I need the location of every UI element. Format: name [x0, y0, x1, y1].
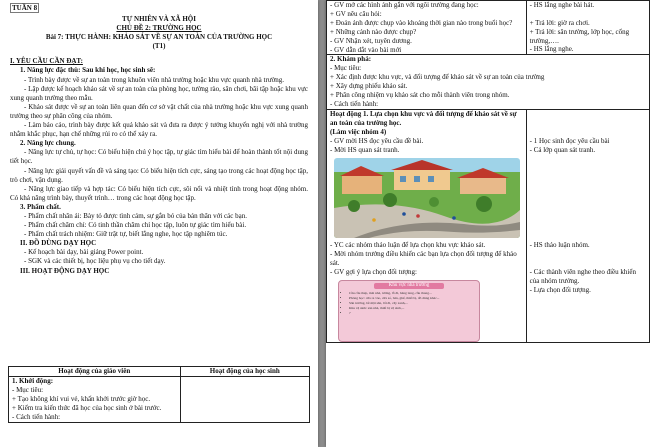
cell-line: - 1 Học sinh đọc yêu cầu bài — [529, 136, 610, 145]
activities-table — [8, 366, 310, 423]
cell-line: - Lựa chọn đối tượng. — [529, 285, 591, 294]
week-label: TUẦN 8 — [12, 4, 38, 12]
table-cell — [180, 377, 309, 423]
cell-line: - GV dẫn dắt vào bài mới — [330, 45, 402, 54]
document-page-left — [0, 0, 318, 447]
cell-line: - Cách tiến hành: — [12, 413, 61, 421]
section-activities: III. HOẠT ĐỘNG DẠY HỌC — [20, 266, 110, 275]
table-row — [9, 377, 310, 423]
suggestion-callout — [338, 280, 480, 342]
paragraph: - Trình bày được về sự an toàn trong khuôn viên nhà trường hoặc khu vực quanh nhà trường. — [24, 75, 285, 84]
table-cell — [526, 109, 649, 342]
cell-line: - GV mở các hình ảnh gắn với ngôi trường đang học: — [330, 1, 479, 9]
topic-title: CHỦ ĐỀ 2: TRƯỜNG HỌC — [116, 24, 202, 33]
cell-line: + Xác định được khu vực, và đối tượng để khảo sát về sự an toàn của trường — [330, 73, 545, 82]
cell-line: - Các thành viên nghe theo điều khiển của nhóm trưởng. — [529, 268, 636, 286]
cell-line: + Kiểm tra kiến thức đã học của học sinh ở bài trước. — [12, 404, 162, 412]
table-row — [327, 55, 650, 109]
paragraph: - Khảo sát được về sự an toàn liên quan đến cơ sở vật chất của nhà trường hoặc khu vực xung quanh trường theo sự phân công của nhóm. — [10, 102, 308, 120]
paragraph: - Phẩm chất nhân ái: Bày tỏ được tình cảm, sự gắn bó của bản thân với các bạn. — [24, 211, 247, 220]
cell-line: - HS lắng nghe. — [529, 45, 574, 54]
table-cell — [327, 109, 527, 342]
cell-line: + Trả lời: sân trường, lớp học, cổng trường,…. — [529, 27, 630, 45]
paragraph: - SGK và các thiết bị, học liệu phụ vụ cho tiết dạy. — [24, 257, 166, 266]
lesson-title: Bài 7: THỰC HÀNH: KHẢO SÁT VỀ SỰ AN TOÀN CỦA TRƯỜNG HỌC — [45, 33, 273, 42]
cell-line: + Trả lời: giờ ra chơi. — [529, 18, 590, 27]
paragraph: - Kế hoạch bài dạy, bài giảng Power point. — [24, 248, 144, 257]
paragraph: - Năng lực giải quyết vấn đề và sáng tạo: Có biểu hiện tích cực, sáng tạo trong các hoạt động học tập, trò chơi, vận dụng. — [10, 166, 309, 184]
cell-line: + Phân công nhiệm vụ khảo sát cho mỗi thành viên trong nhóm. — [330, 91, 510, 100]
cell-line: - GV mời HS đọc yêu cầu đề bài. — [330, 136, 424, 145]
table-cell — [327, 1, 527, 55]
section-materials: II. ĐỒ DÙNG DẠY HỌC — [20, 239, 97, 248]
paragraph: - Năng lực tự chủ, tự học: Có biểu hiện chú ý học tập, tự giác tìm hiểu bài để hoàn thành tốt nội dung tiết học. — [10, 148, 308, 166]
warmup-heading: 1. Khởi động: — [12, 377, 54, 385]
cell-line: (Làm việc nhóm 4) — [330, 127, 387, 136]
section-specific-competence: 1. Năng lực đặc thù: Sau khi học, học sinh sẽ: — [20, 66, 156, 75]
cell-line: - Mời HS quan sát tranh. — [330, 145, 400, 154]
lesson-period: (T1) — [152, 42, 166, 51]
cell-line: - HS thảo luận nhóm. — [529, 241, 590, 250]
table-row — [327, 109, 650, 342]
table-header-student: Hoạt động của học sinh — [180, 367, 309, 377]
cell-line: - GV Nhận xét, tuyên dương. — [330, 36, 412, 45]
paragraph: - Lập được kế hoạch khảo sát về sự an toàn của phòng học, tường rào, sân chơi, bãi tập hoặc khu vực xung quanh trường theo mẫu. — [10, 84, 308, 102]
explore-heading: 2. Khám phá: — [330, 55, 372, 64]
cell-line: + Những cảnh nào được chụp? — [330, 27, 417, 36]
cell-line: - YC các nhóm thảo luận để lựa chọn khu vực khảo sát. — [330, 241, 486, 250]
cell-line: + Đoán ảnh được chụp vào khoảng thời gian nào trong buổi học? — [330, 18, 513, 27]
school-illustration — [334, 158, 520, 238]
table-cell — [9, 377, 181, 423]
paragraph: - Phẩm chất chăm chỉ: Có tinh thần chăm chỉ học tập, luôn tự giác tìm hiểu bài. — [24, 221, 247, 230]
cell-line: - HS lắng nghe bài hát. — [529, 1, 595, 9]
activities-table-continued — [326, 0, 650, 343]
list-item: • Khu vệ sinh: sàn nhà, thiết bị vệ sinh,... — [349, 306, 479, 311]
section-requirements: I. YÊU CẦU CẦN ĐẠT: — [10, 57, 83, 66]
callout-title: Khu vực nhà trường — [374, 283, 444, 289]
list-item: • Sân trường, bề mặt sân, lối đi, cây xanh,... — [349, 301, 479, 306]
cell-line: - Cách tiến hành: — [330, 99, 379, 108]
callout-list — [339, 291, 479, 316]
cell-line: - Mục tiêu: — [330, 64, 362, 73]
section-general-competence: 2. Năng lực chung. — [20, 139, 76, 148]
school-scene-image — [334, 158, 520, 238]
paragraph: - Làm báo cáo, trình bày được kết quả khảo sát và đưa ra được ý tưởng khuyến nghị với nhà trường nhằm khắc phục, hạn chế những rủi ro có thể xảy ra. — [10, 121, 308, 139]
list-item: • ? — [349, 311, 479, 316]
cell-line: - Mục tiêu: — [12, 386, 44, 394]
cell-line: - Mời nhóm trưởng điều khiển các bạn lựa chọn đối tượng để khảo sát. — [330, 250, 517, 268]
list-item: • Cầu cầu thép, mái nhà, tường, lỗ đi, hàng lang, cầu thang... — [349, 291, 479, 296]
document-page-right — [326, 0, 650, 447]
cell-line: - Cả lớp quan sát tranh. — [529, 145, 596, 154]
left-page-content — [0, 0, 318, 276]
section-qualities: 3. Phẩm chất. — [20, 202, 61, 211]
paragraph: - Phẩm chất trách nhiệm: Giữ trật tự, biết lắng nghe, học tập nghiêm túc. — [24, 230, 228, 239]
table-row — [327, 1, 650, 55]
activity-heading: Hoạt động 1. Lựa chọn khu vực và đối tượng để khảo sát về sự an toàn của trường học. — [330, 109, 517, 127]
cell-line: + Tạo không khí vui vẻ, khấn khởi trước giờ học. — [12, 395, 151, 403]
cell-line: + Xây dựng phiếu khảo sát. — [330, 82, 408, 91]
cell-line: - GV gợi ý lựa chọn đối tượng: — [330, 268, 417, 277]
subject-title: TỰ NHIÊN VÀ XÃ HỘI — [122, 15, 196, 23]
list-item: • Phòng học: cửa ra vào, cửa sổ, bàn, ghế, thiết bị, đồ dùng khác... — [349, 296, 479, 301]
table-cell — [327, 55, 650, 109]
paragraph: - Năng lực giao tiếp và hợp tác: Có biểu hiện tích cực, sôi nổi và nhiệt tình trong hoạt động nhóm. Có khả năng trình bày, thuyết trình… trong các hoạt động học tập. — [10, 184, 308, 202]
table-header-teacher: Hoạt động của giáo viên — [9, 367, 181, 377]
table-cell — [526, 1, 649, 55]
cell-line: + GV nêu câu hỏi: — [330, 9, 382, 18]
